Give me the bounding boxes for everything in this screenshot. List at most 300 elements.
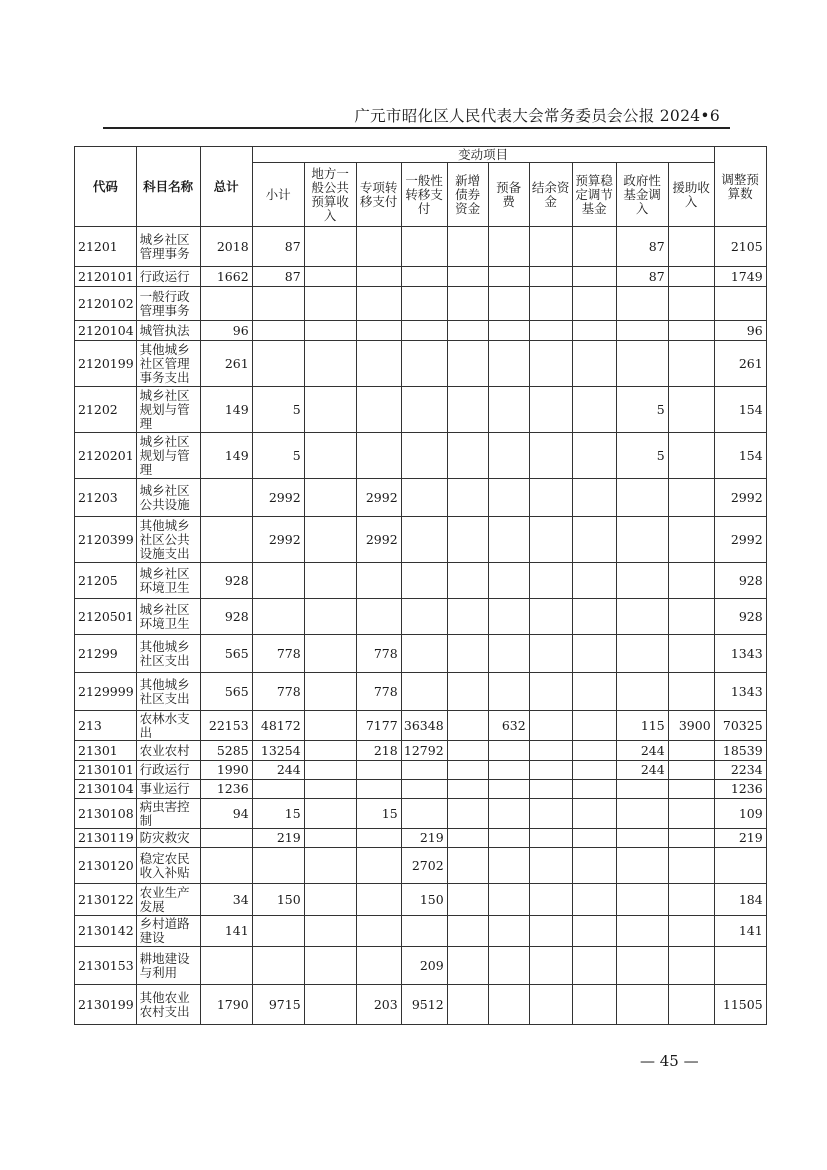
row-change-value: 87 [616,227,668,267]
row-change-value [304,761,356,780]
page-number: — 45 — [640,1052,699,1070]
row-total [200,287,252,321]
table-row [75,387,767,433]
row-change-value [616,517,668,563]
row-change-value [447,916,488,947]
row-total: 1790 [200,985,252,1025]
table-row [75,563,767,599]
row-code: 21205 [75,563,137,599]
row-change-value [668,985,714,1025]
row-change-value [488,517,529,563]
row-change-value [488,479,529,517]
row-change-value: 7177 [356,711,401,741]
row-change-value: 5 [252,387,304,433]
budget-adjustment-table [74,146,767,1025]
row-subject-name: 防灾救灾 [136,829,200,848]
row-adjusted-budget: 1343 [714,673,766,711]
row-change-value [616,829,668,848]
row-change-value: 15 [356,799,401,829]
row-change-value [447,673,488,711]
row-change-value [616,916,668,947]
table-row [75,635,767,673]
row-change-value [529,916,572,947]
row-change-value [488,947,529,985]
row-change-value [572,884,616,916]
row-subject-name: 行政运行 [136,267,200,287]
header-sub-col: 结余资金 [529,163,572,227]
row-change-value [401,761,447,780]
row-code: 2120501 [75,599,137,635]
row-change-value: 632 [488,711,529,741]
row-change-value [447,479,488,517]
row-adjusted-budget: 261 [714,341,766,387]
row-change-value: 244 [252,761,304,780]
row-change-value: 219 [252,829,304,848]
row-change-value [356,267,401,287]
header-sub-col: 新增债券资金 [447,163,488,227]
row-change-value [447,780,488,799]
row-change-value [252,599,304,635]
row-change-value [529,387,572,433]
row-total: 34 [200,884,252,916]
row-change-value [356,433,401,479]
row-change-value [252,321,304,341]
table-row [75,287,767,321]
row-code: 2130153 [75,947,137,985]
row-change-value [447,635,488,673]
row-subject-name: 稳定农民收入补贴 [136,848,200,884]
row-change-value: 36348 [401,711,447,741]
row-change-value: 9715 [252,985,304,1025]
row-change-value [304,321,356,341]
table-row [75,829,767,848]
row-change-value [488,287,529,321]
row-code: 2120199 [75,341,137,387]
row-change-value [572,829,616,848]
row-code: 21299 [75,635,137,673]
row-change-value [304,741,356,761]
row-change-value [447,829,488,848]
header-sub-col: 小计 [252,163,304,227]
row-change-value [447,741,488,761]
row-change-value: 778 [252,673,304,711]
row-total: 1990 [200,761,252,780]
row-change-value [572,635,616,673]
row-change-value: 3900 [668,711,714,741]
row-change-value [529,227,572,267]
row-change-value: 2992 [356,517,401,563]
row-change-value [304,227,356,267]
row-change-value [304,673,356,711]
row-change-value [401,635,447,673]
row-change-value [529,741,572,761]
row-change-value [488,884,529,916]
row-change-value [447,563,488,599]
row-change-value [447,321,488,341]
row-change-value [304,947,356,985]
row-change-value [447,517,488,563]
row-change-value [447,287,488,321]
row-change-value [616,341,668,387]
row-adjusted-budget: 1343 [714,635,766,673]
row-change-value [488,741,529,761]
row-change-value: 87 [616,267,668,287]
row-code: 21202 [75,387,137,433]
row-total: 141 [200,916,252,947]
row-change-value [572,599,616,635]
row-code: 2130101 [75,761,137,780]
row-change-value [401,267,447,287]
row-change-value [356,884,401,916]
row-code: 2130122 [75,884,137,916]
row-change-value: 150 [401,884,447,916]
row-change-value [252,848,304,884]
row-adjusted-budget: 928 [714,599,766,635]
row-change-value [304,599,356,635]
row-change-value: 2992 [252,479,304,517]
row-change-value [668,780,714,799]
header-sub-col: 地方一般公共预算收入 [304,163,356,227]
row-change-value [356,387,401,433]
row-total: 928 [200,563,252,599]
row-change-value [447,599,488,635]
row-adjusted-budget: 928 [714,563,766,599]
row-change-value [356,287,401,321]
row-subject-name: 乡村道路建设 [136,916,200,947]
row-adjusted-budget: 70325 [714,711,766,741]
row-change-value [252,563,304,599]
row-total: 1236 [200,780,252,799]
row-total: 96 [200,321,252,341]
row-change-value [668,741,714,761]
row-change-value [616,599,668,635]
row-code: 21201 [75,227,137,267]
row-change-value [488,761,529,780]
table-row [75,916,767,947]
row-change-value [304,287,356,321]
row-change-value [488,387,529,433]
row-change-value [529,884,572,916]
row-code: 2130108 [75,799,137,829]
row-change-value [304,341,356,387]
row-change-value [447,711,488,741]
row-change-value [529,341,572,387]
row-change-value [572,761,616,780]
row-change-value [304,563,356,599]
row-change-value [668,479,714,517]
row-change-value: 2702 [401,848,447,884]
row-change-value [529,711,572,741]
row-change-value [572,947,616,985]
row-total [200,848,252,884]
row-change-value [529,673,572,711]
row-change-value [488,599,529,635]
row-change-value [572,799,616,829]
row-subject-name: 城乡社区公共设施 [136,479,200,517]
header-sub-col: 专项转移支付 [356,163,401,227]
row-change-value [488,848,529,884]
row-subject-name: 其他城乡社区管理事务支出 [136,341,200,387]
row-change-value [401,287,447,321]
row-code: 2120201 [75,433,137,479]
row-change-value [572,321,616,341]
row-subject-name: 其他城乡社区支出 [136,635,200,673]
row-subject-name: 农业生产发展 [136,884,200,916]
row-change-value [356,563,401,599]
row-change-value [668,799,714,829]
row-adjusted-budget: 18539 [714,741,766,761]
row-change-value [304,267,356,287]
row-change-value [252,916,304,947]
row-change-value [401,433,447,479]
row-code: 2120102 [75,287,137,321]
row-change-value [304,780,356,799]
row-change-value [529,267,572,287]
row-change-value [529,433,572,479]
header-rule [103,127,730,129]
table-row [75,673,767,711]
row-change-value [401,599,447,635]
row-change-value [529,799,572,829]
row-change-value [356,227,401,267]
row-change-value [572,985,616,1025]
row-change-value [572,479,616,517]
row-adjusted-budget: 1749 [714,267,766,287]
row-change-value [572,341,616,387]
row-change-value [447,387,488,433]
row-change-value [668,433,714,479]
row-change-value [304,985,356,1025]
row-change-value [356,848,401,884]
row-change-value: 5 [616,433,668,479]
row-change-value [488,563,529,599]
row-code: 2130104 [75,780,137,799]
row-change-value [668,829,714,848]
table-row [75,267,767,287]
row-code: 2130119 [75,829,137,848]
table-row [75,761,767,780]
row-change-value: 778 [252,635,304,673]
header-sub-col: 预备费 [488,163,529,227]
row-change-value [488,799,529,829]
row-code: 213 [75,711,137,741]
header-subject-name: 科目名称 [136,147,200,227]
row-change-value [304,829,356,848]
row-adjusted-budget: 2992 [714,517,766,563]
row-change-value [668,916,714,947]
row-change-value [616,780,668,799]
table-row [75,227,767,267]
row-code: 21301 [75,741,137,761]
row-change-value [668,267,714,287]
row-change-value [529,635,572,673]
row-code: 2129999 [75,673,137,711]
row-total: 2018 [200,227,252,267]
row-change-value [529,599,572,635]
row-change-value [529,829,572,848]
row-change-value: 115 [616,711,668,741]
row-change-value: 87 [252,227,304,267]
row-subject-name: 城乡社区环境卫生 [136,599,200,635]
row-change-value: 9512 [401,985,447,1025]
row-total: 565 [200,635,252,673]
row-total: 22153 [200,711,252,741]
table-row [75,799,767,829]
row-code: 2120104 [75,321,137,341]
table-row [75,848,767,884]
row-subject-name: 一般行政管理事务 [136,287,200,321]
row-change-value [447,341,488,387]
row-change-value [304,848,356,884]
row-change-value: 2992 [356,479,401,517]
row-change-value [401,563,447,599]
row-change-value [304,635,356,673]
row-change-value [401,341,447,387]
table-row [75,780,767,799]
row-total [200,947,252,985]
row-change-value [488,341,529,387]
row-change-value [668,884,714,916]
row-change-value [572,741,616,761]
row-change-value [616,947,668,985]
row-total [200,517,252,563]
row-subject-name: 病虫害控制 [136,799,200,829]
header-total: 总计 [200,147,252,227]
row-change-value [529,287,572,321]
row-change-value [356,916,401,947]
row-change-value: 48172 [252,711,304,741]
row-code: 2120101 [75,267,137,287]
row-change-value [252,341,304,387]
row-change-value [572,780,616,799]
row-change-value [488,916,529,947]
header-sub-col: 政府性基金调入 [616,163,668,227]
row-change-value [488,780,529,799]
row-change-value [252,287,304,321]
row-code: 21203 [75,479,137,517]
row-change-value [529,563,572,599]
row-total: 149 [200,387,252,433]
row-change-value: 13254 [252,741,304,761]
row-change-value [668,599,714,635]
row-change-value [616,479,668,517]
row-change-value: 12792 [401,741,447,761]
row-change-value [356,829,401,848]
row-change-value: 219 [401,829,447,848]
row-change-value [401,387,447,433]
row-change-value [304,433,356,479]
row-change-value [401,517,447,563]
row-change-value [252,780,304,799]
row-change-value [572,267,616,287]
row-change-value [488,829,529,848]
row-change-value [304,387,356,433]
header-sub-col: 援助收入 [668,163,714,227]
row-change-value: 15 [252,799,304,829]
row-change-value [616,799,668,829]
row-change-value [356,780,401,799]
row-change-value [572,563,616,599]
row-change-value [529,848,572,884]
row-adjusted-budget [714,947,766,985]
row-change-value [447,761,488,780]
row-adjusted-budget: 11505 [714,985,766,1025]
row-subject-name: 行政运行 [136,761,200,780]
row-change-value: 2992 [252,517,304,563]
row-change-value [488,227,529,267]
row-adjusted-budget: 2105 [714,227,766,267]
row-change-value [447,884,488,916]
row-change-value [488,267,529,287]
row-change-value [447,267,488,287]
row-change-value [529,947,572,985]
row-change-value [304,517,356,563]
table-row [75,599,767,635]
row-code: 2120399 [75,517,137,563]
row-change-value [572,433,616,479]
row-change-value [572,387,616,433]
row-change-value [401,799,447,829]
row-change-value [447,799,488,829]
row-code: 2130120 [75,848,137,884]
row-total: 149 [200,433,252,479]
row-code: 2130142 [75,916,137,947]
row-change-value [304,479,356,517]
header-change-items: 变动项目 [252,147,714,163]
row-change-value [616,321,668,341]
row-adjusted-budget: 2992 [714,479,766,517]
row-change-value [572,711,616,741]
table-row [75,985,767,1025]
row-change-value: 244 [616,741,668,761]
row-subject-name: 城管执法 [136,321,200,341]
row-total: 928 [200,599,252,635]
row-adjusted-budget: 154 [714,387,766,433]
table-row [75,341,767,387]
row-subject-name: 城乡社区环境卫生 [136,563,200,599]
row-change-value [616,985,668,1025]
row-change-value [356,947,401,985]
row-change-value: 244 [616,761,668,780]
header-adjusted-budget: 调整预算数 [714,147,766,227]
row-change-value [529,517,572,563]
row-subject-name: 城乡社区规划与管理 [136,433,200,479]
row-change-value [447,227,488,267]
row-adjusted-budget: 1236 [714,780,766,799]
row-change-value [572,517,616,563]
row-change-value [616,563,668,599]
row-adjusted-budget: 184 [714,884,766,916]
row-change-value [668,517,714,563]
row-change-value [572,227,616,267]
row-total [200,479,252,517]
row-change-value [447,985,488,1025]
table-row [75,884,767,916]
row-change-value [401,321,447,341]
row-change-value: 778 [356,635,401,673]
row-change-value: 150 [252,884,304,916]
row-change-value [401,673,447,711]
table-row [75,947,767,985]
row-total: 565 [200,673,252,711]
row-change-value [572,848,616,884]
row-change-value [668,341,714,387]
row-adjusted-budget: 96 [714,321,766,341]
row-change-value [488,985,529,1025]
row-change-value: 203 [356,985,401,1025]
table-row [75,741,767,761]
row-change-value [488,673,529,711]
